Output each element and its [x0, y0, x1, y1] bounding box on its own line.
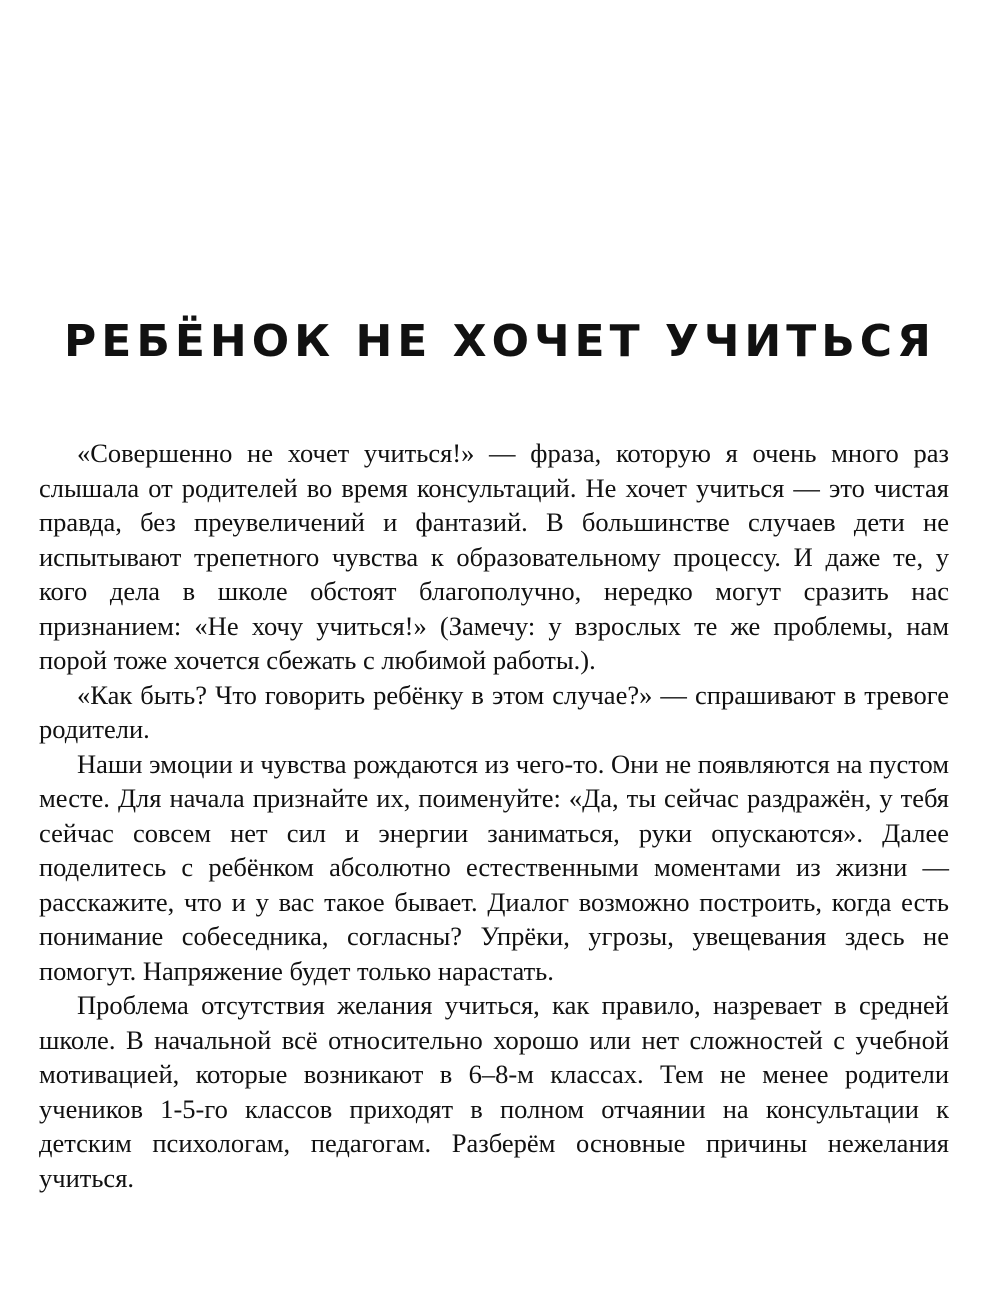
paragraph-1: «Совершенно не хочет учиться!» — фраза, которую я очень много раз слышала от родителей во время консультаций. Не хочет учиться — это чистая правда, без преувеличений и фантазий. В большинстве случаев дети не испытывают трепетного чувства к образовательному процессу. И даже те, у кого дела в школе обстоят благополучно, нередко могут сразить нас признанием: «Не хочу учиться!» (Замечу: у взрослых те же проблемы, нам порой тоже хочется сбежать с любимой работы.). [39, 438, 949, 675]
chapter-body [39, 436, 949, 1195]
chapter-title: РЕБЁНОК НЕ ХОЧЕТ УЧИТЬСЯ [64, 316, 936, 367]
paragraph-2: «Как быть? Что говорить ребёнку в этом случае?» — спрашивают в тревоге родители. [39, 679, 949, 744]
paragraph-3: Наши эмоции и чувства рождаются из чего-то. Они не появляются на пустом месте. Для начала признайте их, поименуйте: «Да, ты сейчас раздражён, у тебя сейчас совсем нет сил и энергии заниматься, руки опускаются». Далее поделитесь с ребёнком абсолютно естественными моментами из жизни — расскажите, что и у вас такое бывает. Диалог возможно построить, когда есть понимание собеседника, согласны? Упрёки, угрозы, увещевания здесь не помогут. Напряжение будет только нарастать. [39, 748, 949, 986]
paragraph-4: Проблема отсутствия желания учиться, как правило, назревает в средней школе. В начальной всё относительно хорошо или нет сложностей с учебной мотивацией, которые возникают в 6–8-м классах. Тем не менее родители учеников 1-5-го классов приходят в полном отчаянии на консультации к детским психологам, педагогам. Разберём основные причины нежелания учиться. [39, 990, 949, 1193]
